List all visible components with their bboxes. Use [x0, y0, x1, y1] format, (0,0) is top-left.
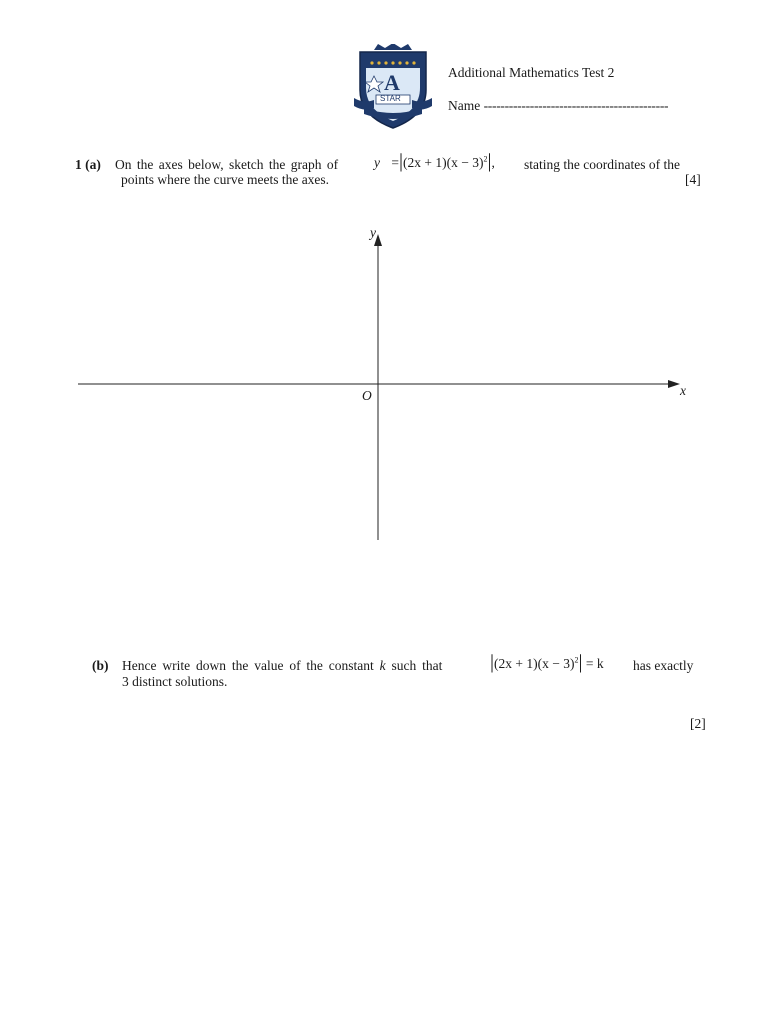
crest-letter: A [384, 70, 400, 95]
q1b-text-line2: 3 distinct solutions. [122, 674, 228, 689]
q1b-eq-equals-k: = k [585, 656, 604, 671]
q1b-text [122, 658, 442, 674]
q1b-text-line1: Hence write down the value of the constant [122, 658, 374, 673]
q1b-constant: k [379, 658, 386, 673]
q1a-eq-equals: = [391, 155, 399, 170]
q1a-number: 1 (a) [75, 157, 101, 172]
q1b-eq-exponent: 2 [574, 655, 579, 665]
q1a-eq-expr: (2x + 1)(x − 3) [403, 155, 484, 170]
abs-bar-right: | [578, 651, 583, 673]
q1b-marks: [2] [690, 716, 706, 731]
name-line: -------------------------------------------- [483, 98, 669, 113]
crest-word: STAR [380, 94, 401, 103]
q1a-marks: [4] [685, 172, 701, 187]
abs-bar-right: | [487, 150, 492, 172]
q1a-text-line2: points where the curve meets the axes. [121, 172, 330, 187]
q1b-equation [490, 651, 604, 674]
name-label: Name [448, 98, 481, 113]
q1a-eq-lhs: y [374, 155, 380, 170]
q1a-eq-exponent: 2 [483, 154, 488, 164]
q1a-text-line1: On the axes below, sketch the graph of [115, 157, 339, 172]
abs-bar-left: | [399, 150, 404, 172]
x-axis-arrow [668, 380, 680, 388]
q1a-eq-comma: , [491, 155, 495, 170]
origin-label: O [362, 388, 372, 403]
y-axis-label: y [370, 225, 376, 240]
x-axis-label: x [680, 383, 686, 398]
test-title: Additional Mathematics Test 2 [448, 65, 615, 80]
q1b-label: (b) [92, 658, 109, 673]
q1a-text-line1-end: stating the coordinates of the [524, 157, 680, 172]
q1b-such-that: such that [391, 658, 443, 673]
q1b-eq-expr: (2x + 1)(x − 3) [494, 656, 575, 671]
q1b-text-line1-end: has exactly [633, 658, 694, 673]
abs-bar-left: | [490, 651, 495, 673]
